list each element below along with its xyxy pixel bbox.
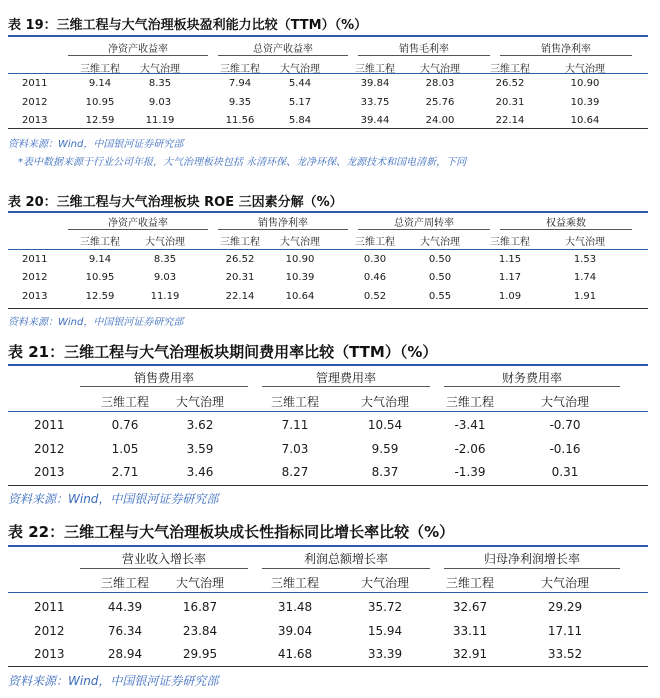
table-cell-value: 9.35 bbox=[228, 97, 252, 108]
column-group-header: 营业收入增长率 bbox=[121, 552, 206, 566]
table-21-source: 资料来源：Wind，中国银河证券研究部 bbox=[8, 492, 219, 506]
table-cell-value: 1.91 bbox=[573, 291, 597, 302]
table-cell-value: 11.56 bbox=[225, 115, 255, 126]
table-cell-value: 25.76 bbox=[425, 97, 455, 108]
table-cell-value: 1.05 bbox=[111, 442, 139, 456]
column-group-header: 销售净利率 bbox=[541, 44, 591, 55]
table-cell-value: 0.31 bbox=[551, 465, 579, 479]
column-subheader: 三维工程 bbox=[80, 237, 120, 248]
table-cell-value: 29.95 bbox=[182, 647, 218, 661]
table-cell-value: 7.03 bbox=[281, 442, 309, 456]
column-group-header: 净资产收益率 bbox=[108, 44, 168, 55]
table-cell-value: 39.04 bbox=[277, 624, 313, 638]
table-22-title: 表 22：三维工程与大气治理板块成长性指标同比增长率比较（%） bbox=[8, 523, 455, 541]
column-subheader: 三维工程 bbox=[355, 64, 395, 75]
column-subheader: 三维工程 bbox=[490, 64, 530, 75]
row-year: 2012 bbox=[34, 624, 65, 638]
table-cell-value: 1.17 bbox=[498, 272, 522, 283]
column-subheader: 大气治理 bbox=[565, 237, 605, 248]
column-group-header: 销售净利率 bbox=[258, 218, 308, 229]
table-cell-value: 2.71 bbox=[111, 465, 139, 479]
table-cell-value: 10.95 bbox=[85, 272, 115, 283]
table-cell-value: 35.72 bbox=[367, 600, 403, 614]
column-subheader: 三维工程 bbox=[100, 576, 149, 590]
table-cell-value: 20.31 bbox=[495, 97, 525, 108]
table-cell-value: 16.87 bbox=[182, 600, 218, 614]
table-cell-value: 44.39 bbox=[107, 600, 143, 614]
table-cell-value: 29.29 bbox=[547, 600, 583, 614]
table-cell-value: 10.39 bbox=[285, 272, 315, 283]
table-cell-value: 9.14 bbox=[88, 254, 112, 265]
column-subheader: 三维工程 bbox=[220, 64, 260, 75]
column-group-header: 利润总额增长率 bbox=[303, 552, 388, 566]
table-cell-value: 8.27 bbox=[281, 465, 309, 479]
table-cell-value: 11.19 bbox=[150, 291, 180, 302]
table-22-top-rule bbox=[8, 545, 648, 547]
table-cell-value: 28.03 bbox=[425, 78, 455, 89]
table-22-bottom-rule bbox=[8, 666, 648, 667]
table-cell-value: 3.59 bbox=[186, 442, 214, 456]
row-year: 2013 bbox=[34, 647, 65, 661]
table-cell-value: -1.39 bbox=[454, 465, 486, 479]
column-group-header: 财务费用率 bbox=[501, 371, 562, 385]
table-cell-value: 22.14 bbox=[225, 291, 255, 302]
table-cell-value: 24.00 bbox=[425, 115, 455, 126]
table-cell-value: 3.62 bbox=[186, 418, 214, 432]
row-year: 2011 bbox=[34, 418, 65, 432]
table-cell-value: 26.52 bbox=[495, 78, 525, 89]
table-cell-value: 32.91 bbox=[452, 647, 488, 661]
table-cell-value: 1.09 bbox=[498, 291, 522, 302]
column-group-header: 总资产周转率 bbox=[394, 218, 454, 229]
table-cell-value: -3.41 bbox=[454, 418, 486, 432]
table-cell-value: 7.94 bbox=[228, 78, 252, 89]
column-group-underline bbox=[444, 568, 620, 569]
table-cell-value: 8.35 bbox=[148, 78, 172, 89]
column-subheader: 三维工程 bbox=[220, 237, 260, 248]
table-cell-value: 15.94 bbox=[367, 624, 403, 638]
table-cell-value: 0.30 bbox=[363, 254, 387, 265]
column-subheader: 三维工程 bbox=[100, 395, 149, 409]
column-subheader: 大气治理 bbox=[360, 395, 409, 409]
table-cell-value: 39.44 bbox=[360, 115, 390, 126]
table-cell-value: -0.70 bbox=[549, 418, 581, 432]
table-cell-value: 10.39 bbox=[570, 97, 600, 108]
column-subheader: 大气治理 bbox=[565, 64, 605, 75]
table-cell-value: 22.14 bbox=[495, 115, 525, 126]
column-subheader: 三维工程 bbox=[270, 395, 319, 409]
column-subheader: 大气治理 bbox=[420, 64, 460, 75]
table-cell-value: 0.52 bbox=[363, 291, 387, 302]
column-subheader: 三维工程 bbox=[445, 395, 494, 409]
table-cell-value: 8.37 bbox=[371, 465, 399, 479]
column-group-header: 销售毛利率 bbox=[399, 44, 449, 55]
column-subheader: 三维工程 bbox=[80, 64, 120, 75]
table-cell-value: 1.74 bbox=[573, 272, 597, 283]
column-subheader: 三维工程 bbox=[355, 237, 395, 248]
table-cell-value: 33.52 bbox=[547, 647, 583, 661]
table-cell-value: 5.84 bbox=[288, 115, 312, 126]
table-cell-value: 10.64 bbox=[285, 291, 315, 302]
table-cell-value: 41.68 bbox=[277, 647, 313, 661]
column-group-header: 权益乘数 bbox=[546, 218, 586, 229]
table-cell-value: 9.03 bbox=[153, 272, 177, 283]
table-cell-value: 11.19 bbox=[145, 115, 175, 126]
table-cell-value: 76.34 bbox=[107, 624, 143, 638]
column-subheader: 大气治理 bbox=[280, 64, 320, 75]
column-group-header: 净资产收益率 bbox=[108, 218, 168, 229]
table-cell-value: 33.39 bbox=[367, 647, 403, 661]
table-cell-value: 1.53 bbox=[573, 254, 597, 265]
table-cell-value: 28.94 bbox=[107, 647, 143, 661]
column-subheader: 大气治理 bbox=[280, 237, 320, 248]
table-cell-value: 10.54 bbox=[367, 418, 403, 432]
table-cell-value: 12.59 bbox=[85, 115, 115, 126]
table-cell-value: 10.90 bbox=[285, 254, 315, 265]
table-cell-value: 9.59 bbox=[371, 442, 399, 456]
table-cell-value: 9.14 bbox=[88, 78, 112, 89]
subheader-rule bbox=[8, 592, 648, 593]
table-cell-value: 3.46 bbox=[186, 465, 214, 479]
table-cell-value: 33.75 bbox=[360, 97, 390, 108]
row-year: 2012 bbox=[22, 272, 48, 283]
row-year: 2011 bbox=[34, 600, 65, 614]
table-19-title: 表 19：三维工程与大气治理板块盈利能力比较（TTM）（%） bbox=[8, 18, 368, 33]
column-subheader: 大气治理 bbox=[420, 237, 460, 248]
table-cell-value: 0.50 bbox=[428, 272, 452, 283]
table-cell-value: 31.48 bbox=[277, 600, 313, 614]
table-19-note: *表中数据来源于行业公司年报，大气治理板块包括 永清环保、龙净环保、龙源技术和国电清新，下同 bbox=[18, 157, 467, 168]
table-cell-value: 17.11 bbox=[547, 624, 583, 638]
table-cell-value: 0.76 bbox=[111, 418, 139, 432]
table-cell-value: 0.55 bbox=[428, 291, 452, 302]
column-group-header: 总资产收益率 bbox=[253, 44, 313, 55]
table-cell-value: 8.35 bbox=[153, 254, 177, 265]
table-cell-value: 0.46 bbox=[363, 272, 387, 283]
column-group-underline bbox=[80, 568, 248, 569]
table-cell-value: 12.59 bbox=[85, 291, 115, 302]
table-cell-value: 32.67 bbox=[452, 600, 488, 614]
column-group-header: 销售费用率 bbox=[133, 371, 194, 385]
column-subheader: 大气治理 bbox=[360, 576, 409, 590]
row-year: 2013 bbox=[22, 291, 48, 302]
table-cell-value: -0.16 bbox=[549, 442, 581, 456]
table-cell-value: 7.11 bbox=[281, 418, 309, 432]
table-cell-value: 10.95 bbox=[85, 97, 115, 108]
row-year: 2012 bbox=[34, 442, 65, 456]
column-subheader: 大气治理 bbox=[540, 395, 589, 409]
row-year: 2013 bbox=[22, 115, 48, 126]
column-subheader: 大气治理 bbox=[175, 395, 224, 409]
row-year: 2013 bbox=[34, 465, 65, 479]
table-cell-value: 26.52 bbox=[225, 254, 255, 265]
column-group-header: 归母净利润增长率 bbox=[483, 552, 580, 566]
row-year: 2011 bbox=[22, 78, 48, 89]
table-20-source: 资料来源：Wind，中国银河证券研究部 bbox=[8, 317, 184, 328]
table-cell-value: 10.90 bbox=[570, 78, 600, 89]
table-22-source: 资料来源：Wind，中国银河证券研究部 bbox=[8, 674, 219, 688]
table-cell-value: 9.03 bbox=[148, 97, 172, 108]
table-cell-value: 5.44 bbox=[288, 78, 312, 89]
column-group-header: 管理费用率 bbox=[315, 371, 376, 385]
table-cell-value: 33.11 bbox=[452, 624, 488, 638]
column-subheader: 大气治理 bbox=[540, 576, 589, 590]
table-cell-value: 20.31 bbox=[225, 272, 255, 283]
column-subheader: 大气治理 bbox=[175, 576, 224, 590]
table-19-source: 资料来源：Wind，中国银河证券研究部 bbox=[8, 139, 184, 150]
table-cell-value: 39.84 bbox=[360, 78, 390, 89]
table-cell-value: 0.50 bbox=[428, 254, 452, 265]
row-year: 2011 bbox=[22, 254, 48, 265]
table-cell-value: -2.06 bbox=[454, 442, 486, 456]
table-cell-value: 5.17 bbox=[288, 97, 312, 108]
column-subheader: 大气治理 bbox=[140, 64, 180, 75]
column-subheader: 三维工程 bbox=[270, 576, 319, 590]
table-21-title: 表 21：三维工程与大气治理板块期间费用率比较（TTM）（%） bbox=[8, 343, 438, 361]
column-group-underline bbox=[262, 568, 430, 569]
column-subheader: 三维工程 bbox=[490, 237, 530, 248]
column-subheader: 大气治理 bbox=[145, 237, 185, 248]
table-20-title: 表 20：三维工程与大气治理板块 ROE 三因素分解（%） bbox=[8, 195, 343, 210]
column-subheader: 三维工程 bbox=[445, 576, 494, 590]
table-cell-value: 10.64 bbox=[570, 115, 600, 126]
row-year: 2012 bbox=[22, 97, 48, 108]
table-cell-value: 1.15 bbox=[498, 254, 522, 265]
table-cell-value: 23.84 bbox=[182, 624, 218, 638]
